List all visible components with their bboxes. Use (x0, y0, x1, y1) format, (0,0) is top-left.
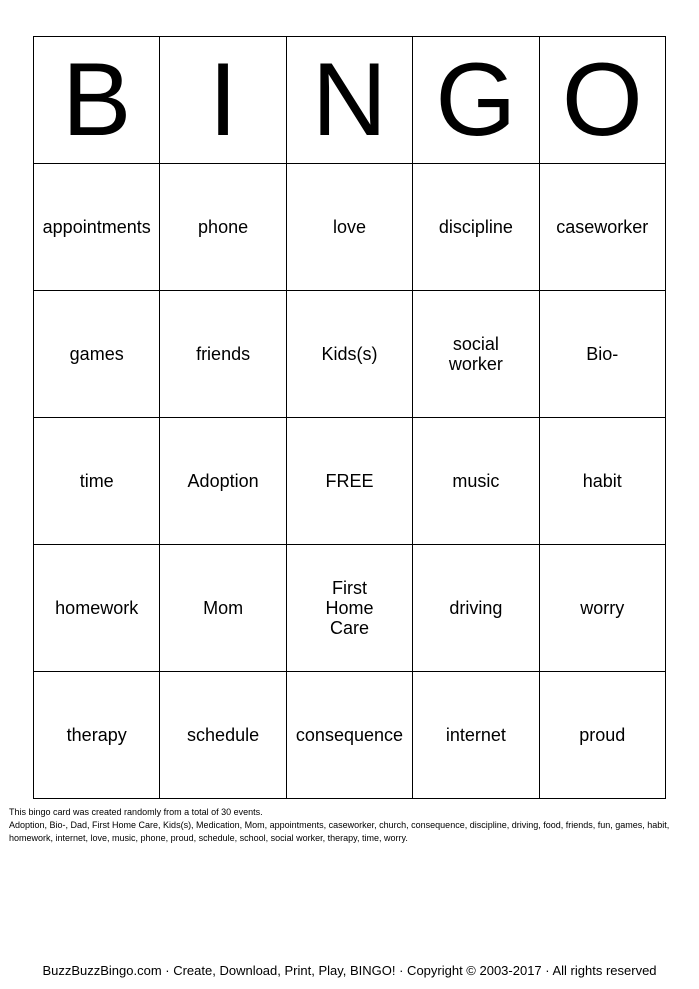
events-footnote (9, 806, 689, 845)
bingo-row-1 (34, 164, 666, 291)
bingo-cell: schedule (160, 672, 286, 799)
bingo-cell: phone (160, 164, 286, 291)
bingo-cell: consequence (286, 672, 412, 799)
footnote-intro: This bingo card was created randomly from a total of 30 events. (9, 807, 263, 817)
bingo-cell: Kids(s) (286, 291, 412, 418)
bingo-cell: music (413, 418, 539, 545)
bingo-cell: Adoption (160, 418, 286, 545)
bingo-cell: proud (539, 672, 665, 799)
footnote-events-list: Adoption, Bio-, Dad, First Home Care, Kids(s), Medication, Mom, appointments, caseworker, church, consequence, discipline, driving, food, friends, fun, games, habit, homework, internet, love, music, phone, proud, schedule, school, social worker, therapy, time, worry. (9, 820, 670, 843)
bingo-cell: caseworker (539, 164, 665, 291)
header-letter-b: B (34, 37, 160, 164)
bingo-cell: appointments (34, 164, 160, 291)
bingo-header-row (34, 37, 666, 164)
header-letter-n: N (286, 37, 412, 164)
bingo-row-4 (34, 545, 666, 672)
bingo-cell: driving (413, 545, 539, 672)
bingo-cell: love (286, 164, 412, 291)
bingo-cell: discipline (413, 164, 539, 291)
site-footer: BuzzBuzzBingo.com · Create, Download, Print, Play, BINGO! · Copyright © 2003-2017 · All rights reserved (42, 963, 657, 978)
bingo-row-5 (34, 672, 666, 799)
bingo-cell: homework (34, 545, 160, 672)
header-letter-i: I (160, 37, 286, 164)
bingo-row-2 (34, 291, 666, 418)
bingo-cell: games (34, 291, 160, 418)
header-letter-o: O (539, 37, 665, 164)
bingo-cell: friends (160, 291, 286, 418)
bingo-cell: internet (413, 672, 539, 799)
bingo-cell: social worker (413, 291, 539, 418)
bingo-cell: worry (539, 545, 665, 672)
bingo-cell: Bio- (539, 291, 665, 418)
bingo-card (33, 36, 666, 799)
bingo-cell: time (34, 418, 160, 545)
bingo-row-3 (34, 418, 666, 545)
bingo-cell: habit (539, 418, 665, 545)
bingo-cell: First Home Care (286, 545, 412, 672)
header-letter-g: G (413, 37, 539, 164)
bingo-cell: therapy (34, 672, 160, 799)
bingo-free-cell: FREE (286, 418, 412, 545)
bingo-cell: Mom (160, 545, 286, 672)
